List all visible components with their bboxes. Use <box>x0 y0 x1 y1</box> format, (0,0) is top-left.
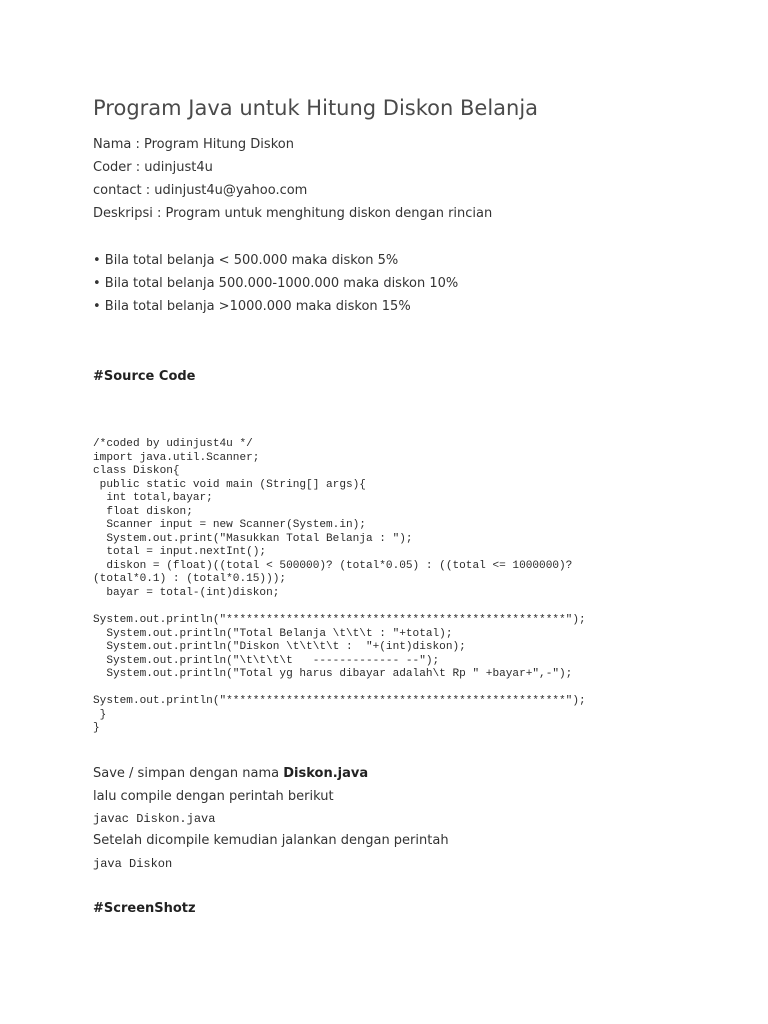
meta-deskripsi: Deskripsi : Program untuk menghitung diskon dengan rincian <box>93 206 493 221</box>
save-instruction <box>93 766 368 781</box>
meta-nama: Nama : Program Hitung Diskon <box>93 137 294 152</box>
bullet-item: • Bila total belanja < 500.000 maka diskon 5% <box>93 253 399 268</box>
compile-command: javac Diskon.java <box>93 812 216 826</box>
save-filename: Diskon.java <box>283 766 369 781</box>
run-command: java Diskon <box>93 857 173 871</box>
meta-contact: contact : udinjust4u@yahoo.com <box>93 183 308 198</box>
source-code-heading: #Source Code <box>93 369 196 384</box>
run-instruction: Setelah dicompile kemudian jalankan dengan perintah <box>93 833 449 848</box>
save-text: Save / simpan dengan nama <box>93 766 284 781</box>
compile-instruction: lalu compile dengan perintah berikut <box>93 789 334 804</box>
meta-coder: Coder : udinjust4u <box>93 160 213 175</box>
page-title: Program Java untuk Hitung Diskon Belanja <box>93 96 539 120</box>
bullet-item: • Bila total belanja 500.000-1000.000 maka diskon 10% <box>93 276 459 291</box>
source-code-block: /*coded by udinjust4u */ import java.util.Scanner; class Diskon{ public static void main (String[] args){ int total,bayar; float diskon; Scanner input = new Scanner(System.in); System.out.print("Masukkan Total Belanja : "); total = input.nextInt(); diskon = (float)((total < 500000)? (total*0.05) : ((total <= 1000000)? (total*0.1) : (total*0.15))); bayar = total-(int)diskon; System.out.println("***************************************************"); System.out.println("Total Belanja \t\t\t : "+total); System.out.println("Diskon \t\t\t\t : "+(int)diskon); System.out.println("\t\t\t\t ------------- --"); System.out.println("Total yg harus dibayar adalah\t Rp " +bayar+",-"); System.out.println("***************************************************"); } } <box>93 438 586 735</box>
screenshot-heading: #ScreenShotz <box>93 901 196 916</box>
bullet-item: • Bila total belanja >1000.000 maka diskon 15% <box>93 299 411 314</box>
